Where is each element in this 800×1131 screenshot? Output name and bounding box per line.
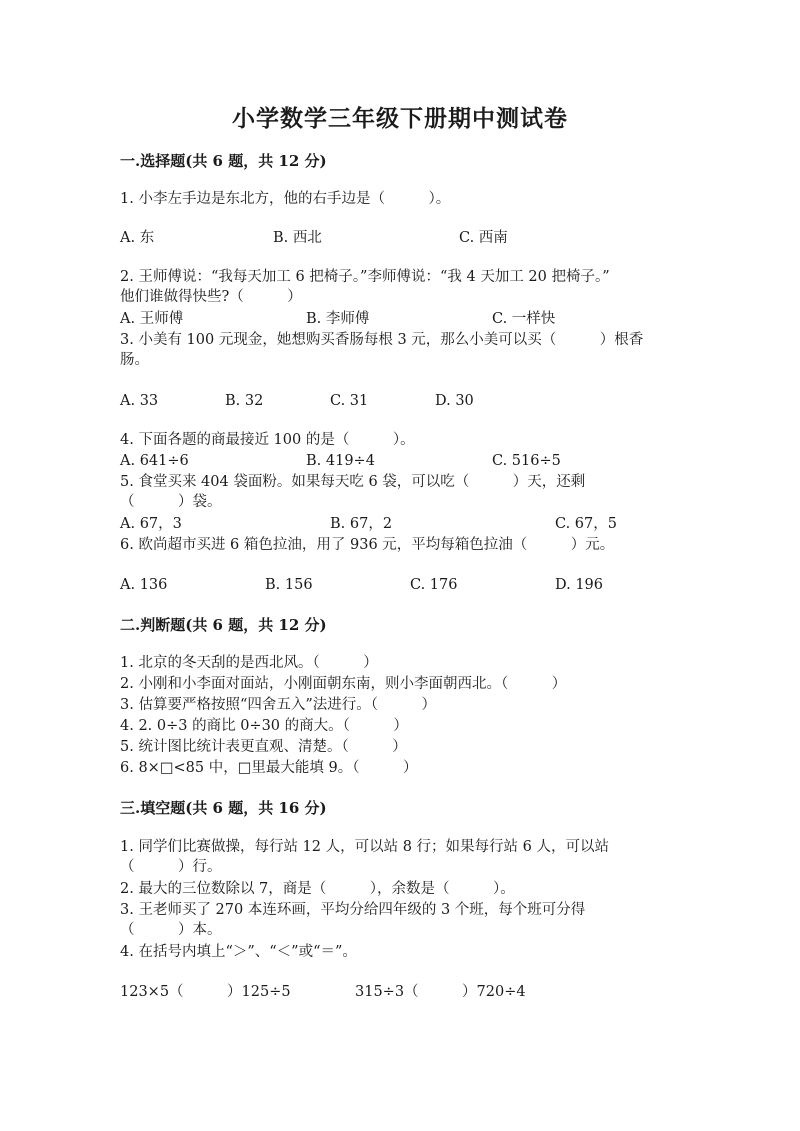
judge-item: 5. 统计图比统计表更直观、清楚。（ ） xyxy=(120,739,407,755)
question-stem: 6. 欧尚超市买进 6 箱色拉油，用了 936 元，平均每箱色拉油（ ）元。 xyxy=(120,537,615,553)
option: B. 西北 xyxy=(273,230,322,246)
option: B. 67，2 xyxy=(330,516,393,532)
judge-item: 6. 8×□<85 中，□里最大能填 9。（ ） xyxy=(120,760,418,776)
question-stem: 1. 小李左手边是东北方，他的右手边是（ ）。 xyxy=(120,191,451,207)
judge-item: 3. 估算要严格按照“四舍五入”法进行。（ ） xyxy=(120,697,437,713)
option: C. 31 xyxy=(330,393,369,409)
question-stem: （ ）袋。 xyxy=(120,494,222,510)
option: A. 王师傅 xyxy=(120,311,184,327)
option: C. 67，5 xyxy=(555,516,617,532)
option: B. 李师傅 xyxy=(306,311,370,327)
fill-item: （ ）本。 xyxy=(120,922,222,938)
option: B. 419÷4 xyxy=(306,453,375,469)
option: A. 东 xyxy=(120,230,155,246)
question-stem: 3. 小美有 100 元现金，她想购买香肠每根 3 元，那么小美可以买（ ）根香 xyxy=(120,332,644,348)
question-stem: 肠。 xyxy=(120,352,149,368)
judge-item: 1. 北京的冬天刮的是西北风。（ ） xyxy=(120,655,378,671)
compare-expression: 315÷3（ ）720÷4 xyxy=(355,984,526,1000)
question-stem: 5. 食堂买来 404 袋面粉。如果每天吃 6 袋，可以吃（ ）天，还剩 xyxy=(120,474,586,490)
option: A. 136 xyxy=(120,577,168,593)
section-heading-choice: 一.选择题(共 6 题，共 12 分) xyxy=(120,152,327,170)
fill-item: 2. 最大的三位数除以 7，商是（ ），余数是（ ）。 xyxy=(120,881,515,897)
option: B. 156 xyxy=(265,577,313,593)
question-stem: 4. 下面各题的商最接近 100 的是（ ）。 xyxy=(120,432,415,448)
section-heading-fill: 三.填空题(共 6 题，共 16 分) xyxy=(120,799,327,817)
question-stem: 他们谁做得快些?（ ） xyxy=(120,289,302,305)
option: C. 西南 xyxy=(459,230,508,246)
question-stem: 2. 王师傅说：“我每天加工 6 把椅子。”李师傅说：“我 4 天加工 20 把椅子。” xyxy=(120,269,610,285)
fill-item: 1. 同学们比赛做操，每行站 12 人，可以站 8 行；如果每行站 6 人，可以站 xyxy=(120,839,609,855)
option: C. 一样快 xyxy=(492,311,556,327)
fill-item: 4. 在括号内填上“＞”、“＜”或“＝”。 xyxy=(120,944,357,960)
option: A. 67，3 xyxy=(120,516,182,532)
section-heading-judge: 二.判断题(共 6 题，共 12 分) xyxy=(120,616,327,634)
option: C. 516÷5 xyxy=(492,453,561,469)
compare-expression: 123×5（ ）125÷5 xyxy=(120,984,291,1000)
option: D. 30 xyxy=(435,393,474,409)
fill-item: （ ）行。 xyxy=(120,859,222,875)
judge-item: 4. 2. 0÷3 的商比 0÷30 的商大。（ ） xyxy=(120,718,408,734)
option: C. 176 xyxy=(410,577,458,593)
option: B. 32 xyxy=(225,393,264,409)
option: A. 641÷6 xyxy=(120,453,189,469)
judge-item: 2. 小刚和小李面对面站，小刚面朝东南，则小李面朝西北。（ ） xyxy=(120,676,567,692)
option: D. 196 xyxy=(555,577,604,593)
fill-item: 3. 王老师买了 270 本连环画，平均分给四年级的 3 个班，每个班可分得 xyxy=(120,902,586,918)
option: A. 33 xyxy=(120,393,159,409)
page-title: 小学数学三年级下册期中测试卷 xyxy=(232,105,568,132)
